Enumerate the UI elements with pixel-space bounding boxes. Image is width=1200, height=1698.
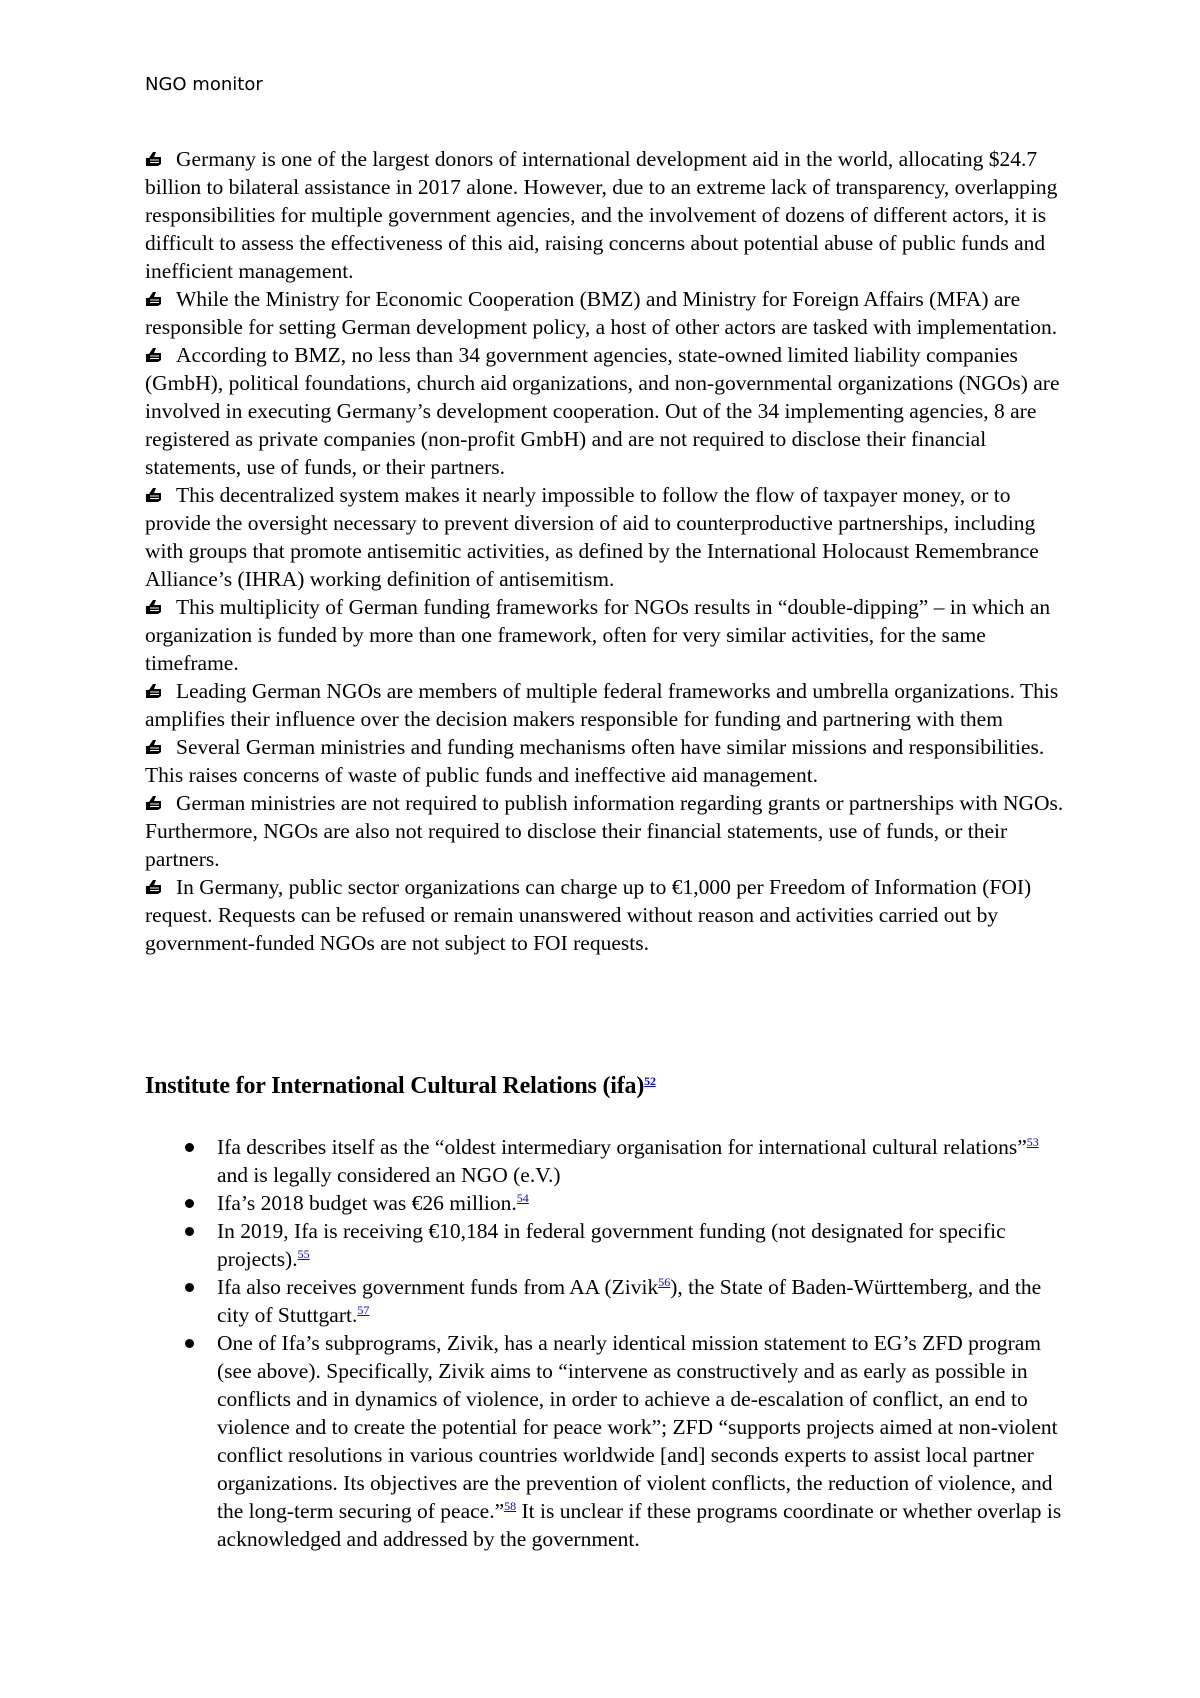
pointing-hand-icon [145,739,163,755]
ifa-facts-list [145,1133,1075,1553]
pointing-hand-icon [145,599,163,615]
key-point: This decentralized system makes it nearly impossible to follow the flow of taxpayer money, or to provide the oversight necessary to prevent diversion of aid to counterproductive partnerships, including with groups that promote antisemitic activities, as defined by the International Holocaust Remembrance Alliance’s (IHRA) working definition of antisemitism. [145,483,1039,591]
list-item: Ifa also receives government funds from AA (Zivik$^{56}$), the State of Baden-Württemberg, and the city of Stuttgart.$^{57}$ [145,1273,1075,1329]
key-point: In Germany, public sector organizations can charge up to €1,000 per Freedom of Information (FOI) request. Requests can be refused or remain unanswered without reason and activities carried out by government-funded NGOs are not subject to FOI requests. [145,875,1032,955]
pointing-hand-icon [145,795,163,811]
bullet-dot-icon [185,1143,194,1152]
footnote-link[interactable]: 53 [1026,1135,1039,1149]
pointing-hand-icon [145,151,163,167]
footnote-link[interactable]: 56 [658,1275,671,1289]
pointing-hand-icon [145,879,163,895]
list-item: Ifa’s 2018 budget was €26 million.$^{54}$ [145,1189,1075,1217]
key-point: This multiplicity of German funding frameworks for NGOs results in “double-dipping” – in which an organization is funded by more than one framework, often for very similar activities, for the same timeframe. [145,595,1051,675]
footnote-link[interactable]: 55 [297,1247,310,1261]
key-point: German ministries are not required to publish information regarding grants or partnerships with NGOs. Furthermore, NGOs are also not required to disclose their financial statements, use of funds, or their partners. [145,791,1064,871]
pointing-hand-icon [145,487,163,503]
pointing-hand-icon [145,683,163,699]
list-item: Ifa describes itself as the “oldest intermediary organisation for international cultural relations”$^{53}$ and is legally considered an NGO (e.V.) [145,1133,1075,1189]
footnote-link[interactable]: 58 [504,1499,517,1513]
bullet-dot-icon [185,1199,194,1208]
list-item: In 2019, Ifa is receiving €10,184 in federal government funding (not designated for specific projects).$^{55}$ [145,1217,1075,1273]
page-header: NGO monitor [145,74,263,95]
footnote-link[interactable]: 52 [644,1074,656,1088]
key-point: Several German ministries and funding mechanisms often have similar missions and responsibilities. This raises concerns of waste of public funds and ineffective aid management. [145,735,1045,787]
footnote-link[interactable]: 57 [357,1303,370,1317]
key-point: While the Ministry for Economic Cooperation (BMZ) and Ministry for Foreign Affairs (MFA) are responsible for setting German development policy, a host of other actors are tasked with implementation. [145,287,1058,339]
key-point: According to BMZ, no less than 34 government agencies, state-owned limited liability companies (GmbH), political foundations, church aid organizations, and non-governmental organizations (NGOs) are involved in executing Germany’s development cooperation. Out of the 34 implementing agencies, 8 are registered as private companies (non-profit GmbH) and are not required to disclose their financial statements, use of funds, or their partners. [145,343,1060,479]
pointing-hand-icon [145,347,163,363]
key-point: Leading German NGOs are members of multiple federal frameworks and umbrella organizations. This amplifies their influence over the decision makers responsible for funding and partnering with them [145,679,1059,731]
key-points-list [145,145,1065,957]
list-item: One of Ifa’s subprograms, Zivik, has a nearly identical mission statement to EG’s ZFD program (see above). Specifically, Zivik aims to “intervene as constructively and as early as possible in conflicts and in dynamics of violence, in order to achieve a de-escalation of conflict, an end to violence and to create the potential for peace work”; ZFD “supports projects aimed at non-violent conflict resolutions in various countries worldwide [and] seconds experts to assist local partner organizations. Its objectives are the prevention of violent conflicts, the reduction of violence, and the long-term securing of peace.”$^{58}$ It is unclear if these programs coordinate or whether overlap is acknowledged and addressed by the government. [145,1329,1075,1553]
bullet-dot-icon [185,1283,194,1292]
footnote-link[interactable]: 54 [516,1191,529,1205]
bullet-dot-icon [185,1227,194,1236]
section-heading: Institute for International Cultural Relations (ifa)$^{52}$ [145,1073,656,1099]
bullet-dot-icon [185,1339,194,1348]
pointing-hand-icon [145,291,163,307]
key-point: Germany is one of the largest donors of international development aid in the world, allocating $24.7 billion to bilateral assistance in 2017 alone. However, due to an extreme lack of transparency, overlapping responsibilities for multiple government agencies, and the involvement of dozens of different actors, it is difficult to assess the effectiveness of this aid, raising concerns about potential abuse of public funds and inefficient management. [145,147,1058,283]
